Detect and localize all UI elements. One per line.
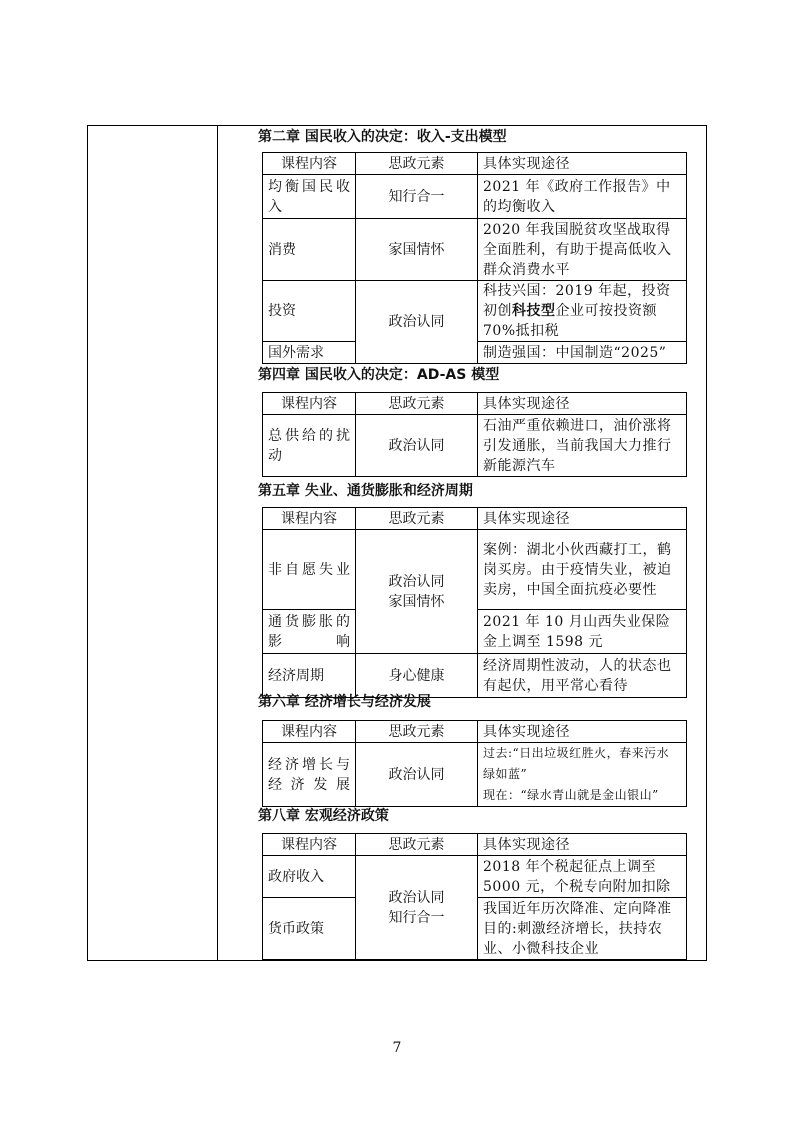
- element-cell: 身心健康: [356, 654, 478, 698]
- chapter-table: [262, 833, 687, 960]
- table-row: [263, 654, 687, 698]
- header-cell: 思政元素: [356, 393, 478, 415]
- chapter-title: 第四章 国民收入的决定：AD-AS 模型: [258, 367, 500, 383]
- element-cell: 政治认同: [356, 415, 478, 477]
- course-content-cell: 国外需求: [263, 342, 356, 364]
- element-line: 知行合一: [388, 909, 445, 926]
- header-cell: 课程内容: [263, 393, 356, 415]
- course-content-cell: 通货膨胀的影响: [263, 610, 356, 654]
- element-line: 政治认同: [388, 573, 445, 590]
- table-row: [263, 856, 687, 898]
- course-content-cell: 消费: [263, 219, 356, 281]
- chapter-table: [262, 152, 687, 364]
- chapter-title: 第八章 宏观经济政策: [258, 808, 389, 824]
- header-cell: 课程内容: [263, 721, 356, 743]
- chapter-table: [262, 392, 687, 477]
- header-cell: 思政元素: [356, 721, 478, 743]
- table-header-row: [263, 721, 687, 743]
- course-content-cell: 经济周期: [263, 654, 356, 698]
- table-header-row: [263, 834, 687, 856]
- table-row: [263, 281, 687, 342]
- course-content-cell: 总供给的扰动: [263, 415, 356, 477]
- path-cell: 石油严重依赖进口，油价涨将引发通胀，当前我国大力推行新能源汽车: [478, 415, 687, 477]
- table-header-row: [263, 153, 687, 175]
- element-cell: 政治认同: [356, 281, 478, 364]
- path-line: 过去:“日出垃圾红胜火，春来污水绿如蓝”: [483, 746, 670, 781]
- path-cell: [478, 281, 687, 342]
- path-cell: [478, 743, 687, 807]
- header-cell: 思政元素: [356, 153, 478, 175]
- path-cell: 我国近年历次降准、定向降准目的:刺激经济增长，扶持农业、小微科技企业: [478, 898, 687, 960]
- path-line: 现在：“绿水青山就是金山银山”: [483, 788, 659, 802]
- element-line: 政治认同: [388, 889, 445, 906]
- chapter-title: 第二章 国民收入的决定：收入-支出模型: [258, 129, 507, 145]
- table-row: [263, 415, 687, 477]
- path-cell: 2021 年《政府工作报告》中的均衡收入: [478, 175, 687, 219]
- table-header-row: [263, 508, 687, 530]
- course-content-cell: 均衡国民收入: [263, 175, 356, 219]
- header-cell: 具体实现途径: [478, 508, 687, 530]
- chapter-table: [262, 507, 687, 698]
- element-cell: 政治认同: [356, 743, 478, 807]
- header-cell: 思政元素: [356, 834, 478, 856]
- header-cell: 具体实现途径: [478, 153, 687, 175]
- table-header-row: [263, 393, 687, 415]
- course-content-cell: 非自愿失业: [263, 530, 356, 610]
- chapter-table: [262, 720, 687, 807]
- table-row: [263, 175, 687, 219]
- outer-column-divider: [217, 125, 218, 961]
- course-content-cell: 政府收入: [263, 856, 356, 898]
- element-cell: [356, 856, 478, 960]
- path-cell: 2020 年我国脱贫攻坚战取得全面胜利，有助于提高低收入群众消费水平: [478, 219, 687, 281]
- element-cell: [356, 530, 478, 654]
- header-cell: 课程内容: [263, 153, 356, 175]
- chapter-title: 第六章 经济增长与经济发展: [258, 694, 431, 710]
- path-cell: 2021 年 10 月山西失业保险金上调至 1598 元: [478, 610, 687, 654]
- path-bold-text: 科技型: [512, 303, 556, 319]
- table-row: [263, 743, 687, 807]
- header-cell: 具体实现途径: [478, 393, 687, 415]
- table-row: [263, 219, 687, 281]
- header-cell: 课程内容: [263, 834, 356, 856]
- chapter-title: 第五章 失业、通货膨胀和经济周期: [258, 483, 473, 499]
- element-cell: 知行合一: [356, 175, 478, 219]
- header-cell: 思政元素: [356, 508, 478, 530]
- header-cell: 具体实现途径: [478, 834, 687, 856]
- header-cell: 课程内容: [263, 508, 356, 530]
- course-content-cell: 经济增长与经济发展: [263, 743, 356, 807]
- element-line: 家国情怀: [388, 593, 445, 610]
- path-cell: 2018 年个税起征点上调至 5000 元，个税专向附加扣除: [478, 856, 687, 898]
- element-cell: 家国情怀: [356, 219, 478, 281]
- path-cell: 案例：湖北小伙西藏打工，鹤岗买房。由于疫情失业，被迫卖房，中国全面抗疫必要性: [478, 530, 687, 610]
- header-cell: 具体实现途径: [478, 721, 687, 743]
- path-text: 企业可按投资额 70%抵扣税: [483, 303, 657, 339]
- course-content-cell: 货币政策: [263, 898, 356, 960]
- path-cell: 经济周期性波动，人的状态也有起伏，用平常心看待: [478, 654, 687, 698]
- course-content-cell: 投资: [263, 281, 356, 342]
- path-text: 科技兴国：2019 年起，投资初创: [483, 283, 671, 319]
- table-row: [263, 530, 687, 610]
- path-cell: 制造强国：中国制造“2025”: [478, 342, 687, 364]
- page-number: 7: [392, 1040, 402, 1056]
